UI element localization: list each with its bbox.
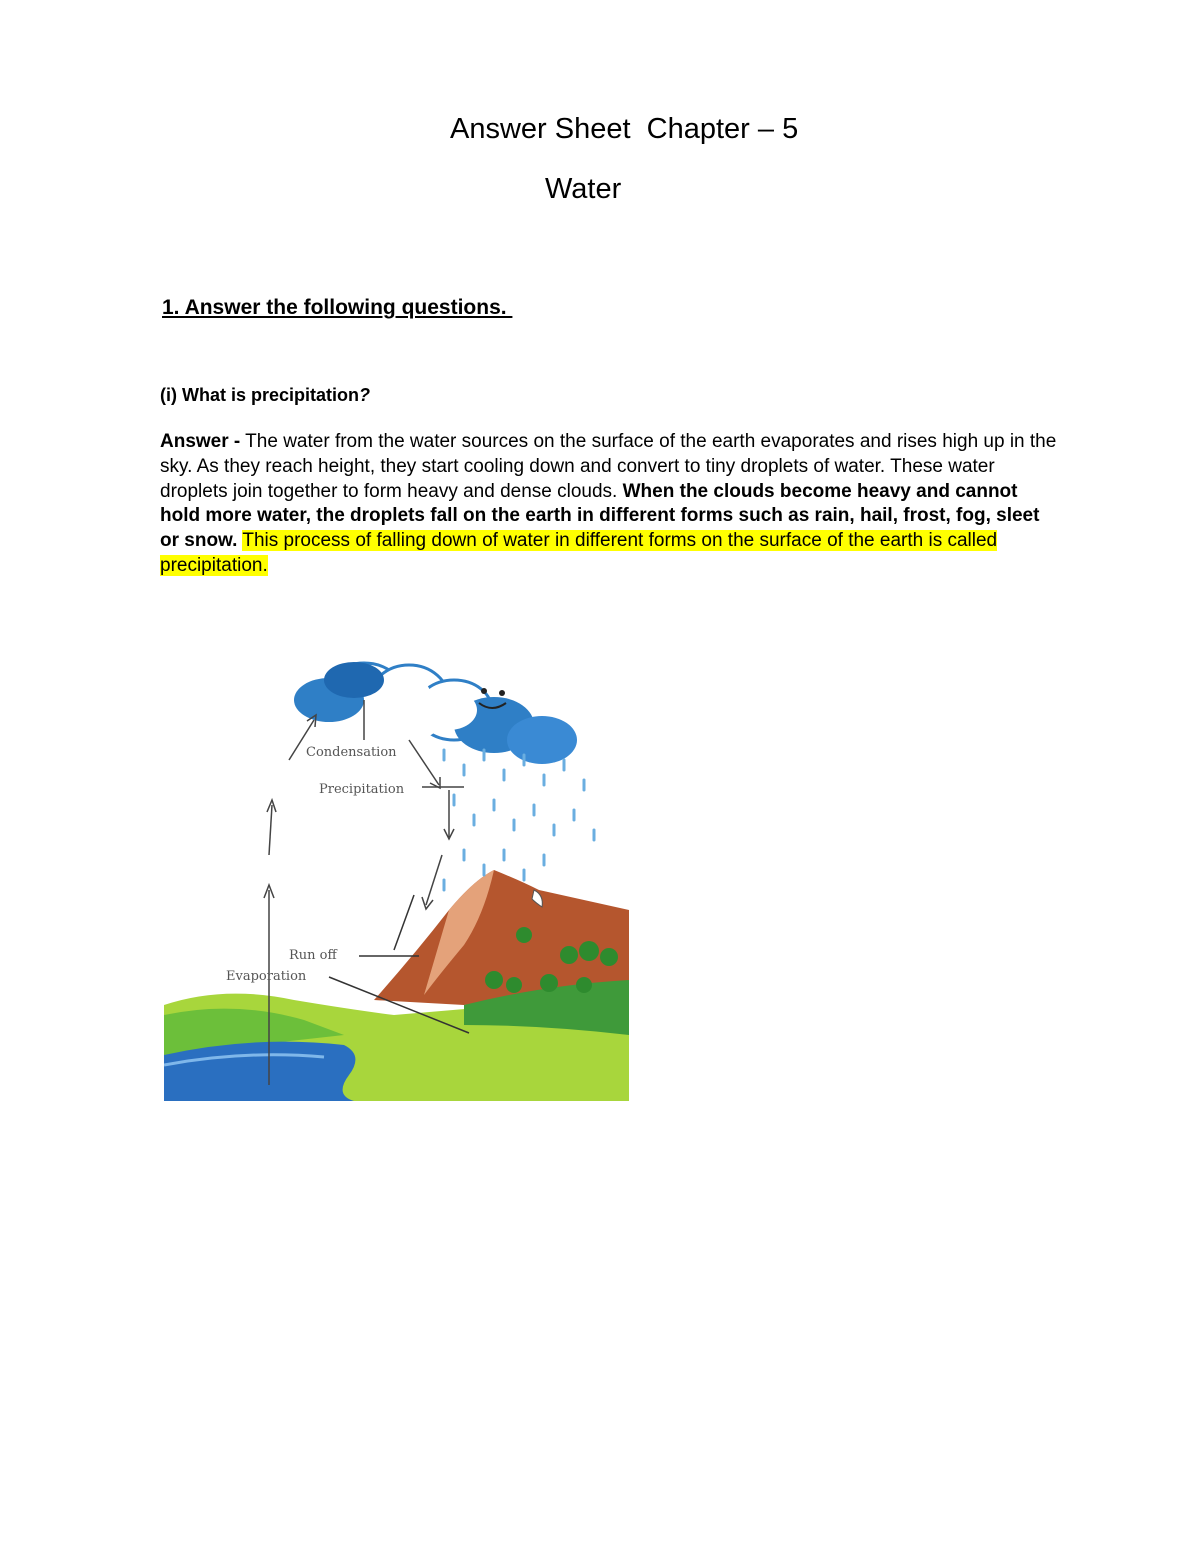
rain: [444, 750, 594, 890]
answer-text: The water from the water sources on the surface of the earth evaporates and rises high up in the sky. As they reach height, they start cooling down and convert to tiny droplets of water. These water droplets join together to form heavy and dense clouds.: [160, 431, 1057, 502]
question: [160, 385, 370, 406]
label-condensation: Condensation: [306, 745, 397, 760]
question-mark: ?: [359, 385, 371, 405]
label-run-off: Run off: [289, 948, 337, 963]
answer-highlighted-text: This process of falling down of water in different forms on the surface of the earth is called precipitation.: [160, 530, 998, 576]
answer-label: Answer -: [160, 431, 241, 452]
question-text: (i) What is precipitation: [160, 385, 360, 405]
label-evaporation: Evaporation: [226, 969, 307, 984]
label-precipitation: Precipitation: [319, 782, 405, 797]
water-cycle-illustration: [164, 655, 629, 1101]
section-heading: 1. Answer the following questions.: [162, 296, 513, 319]
document-title: Answer Sheet Chapter – 5: [450, 113, 807, 145]
document-subtitle: Water: [545, 173, 630, 205]
answer-bold-text: When the clouds become heavy and cannot hold more water, the droplets fall on the earth in different forms such as rain, hail, frost, fog, sleet or snow.: [160, 480, 1040, 552]
river: [164, 1042, 355, 1101]
answer-paragraph: [160, 430, 1060, 579]
